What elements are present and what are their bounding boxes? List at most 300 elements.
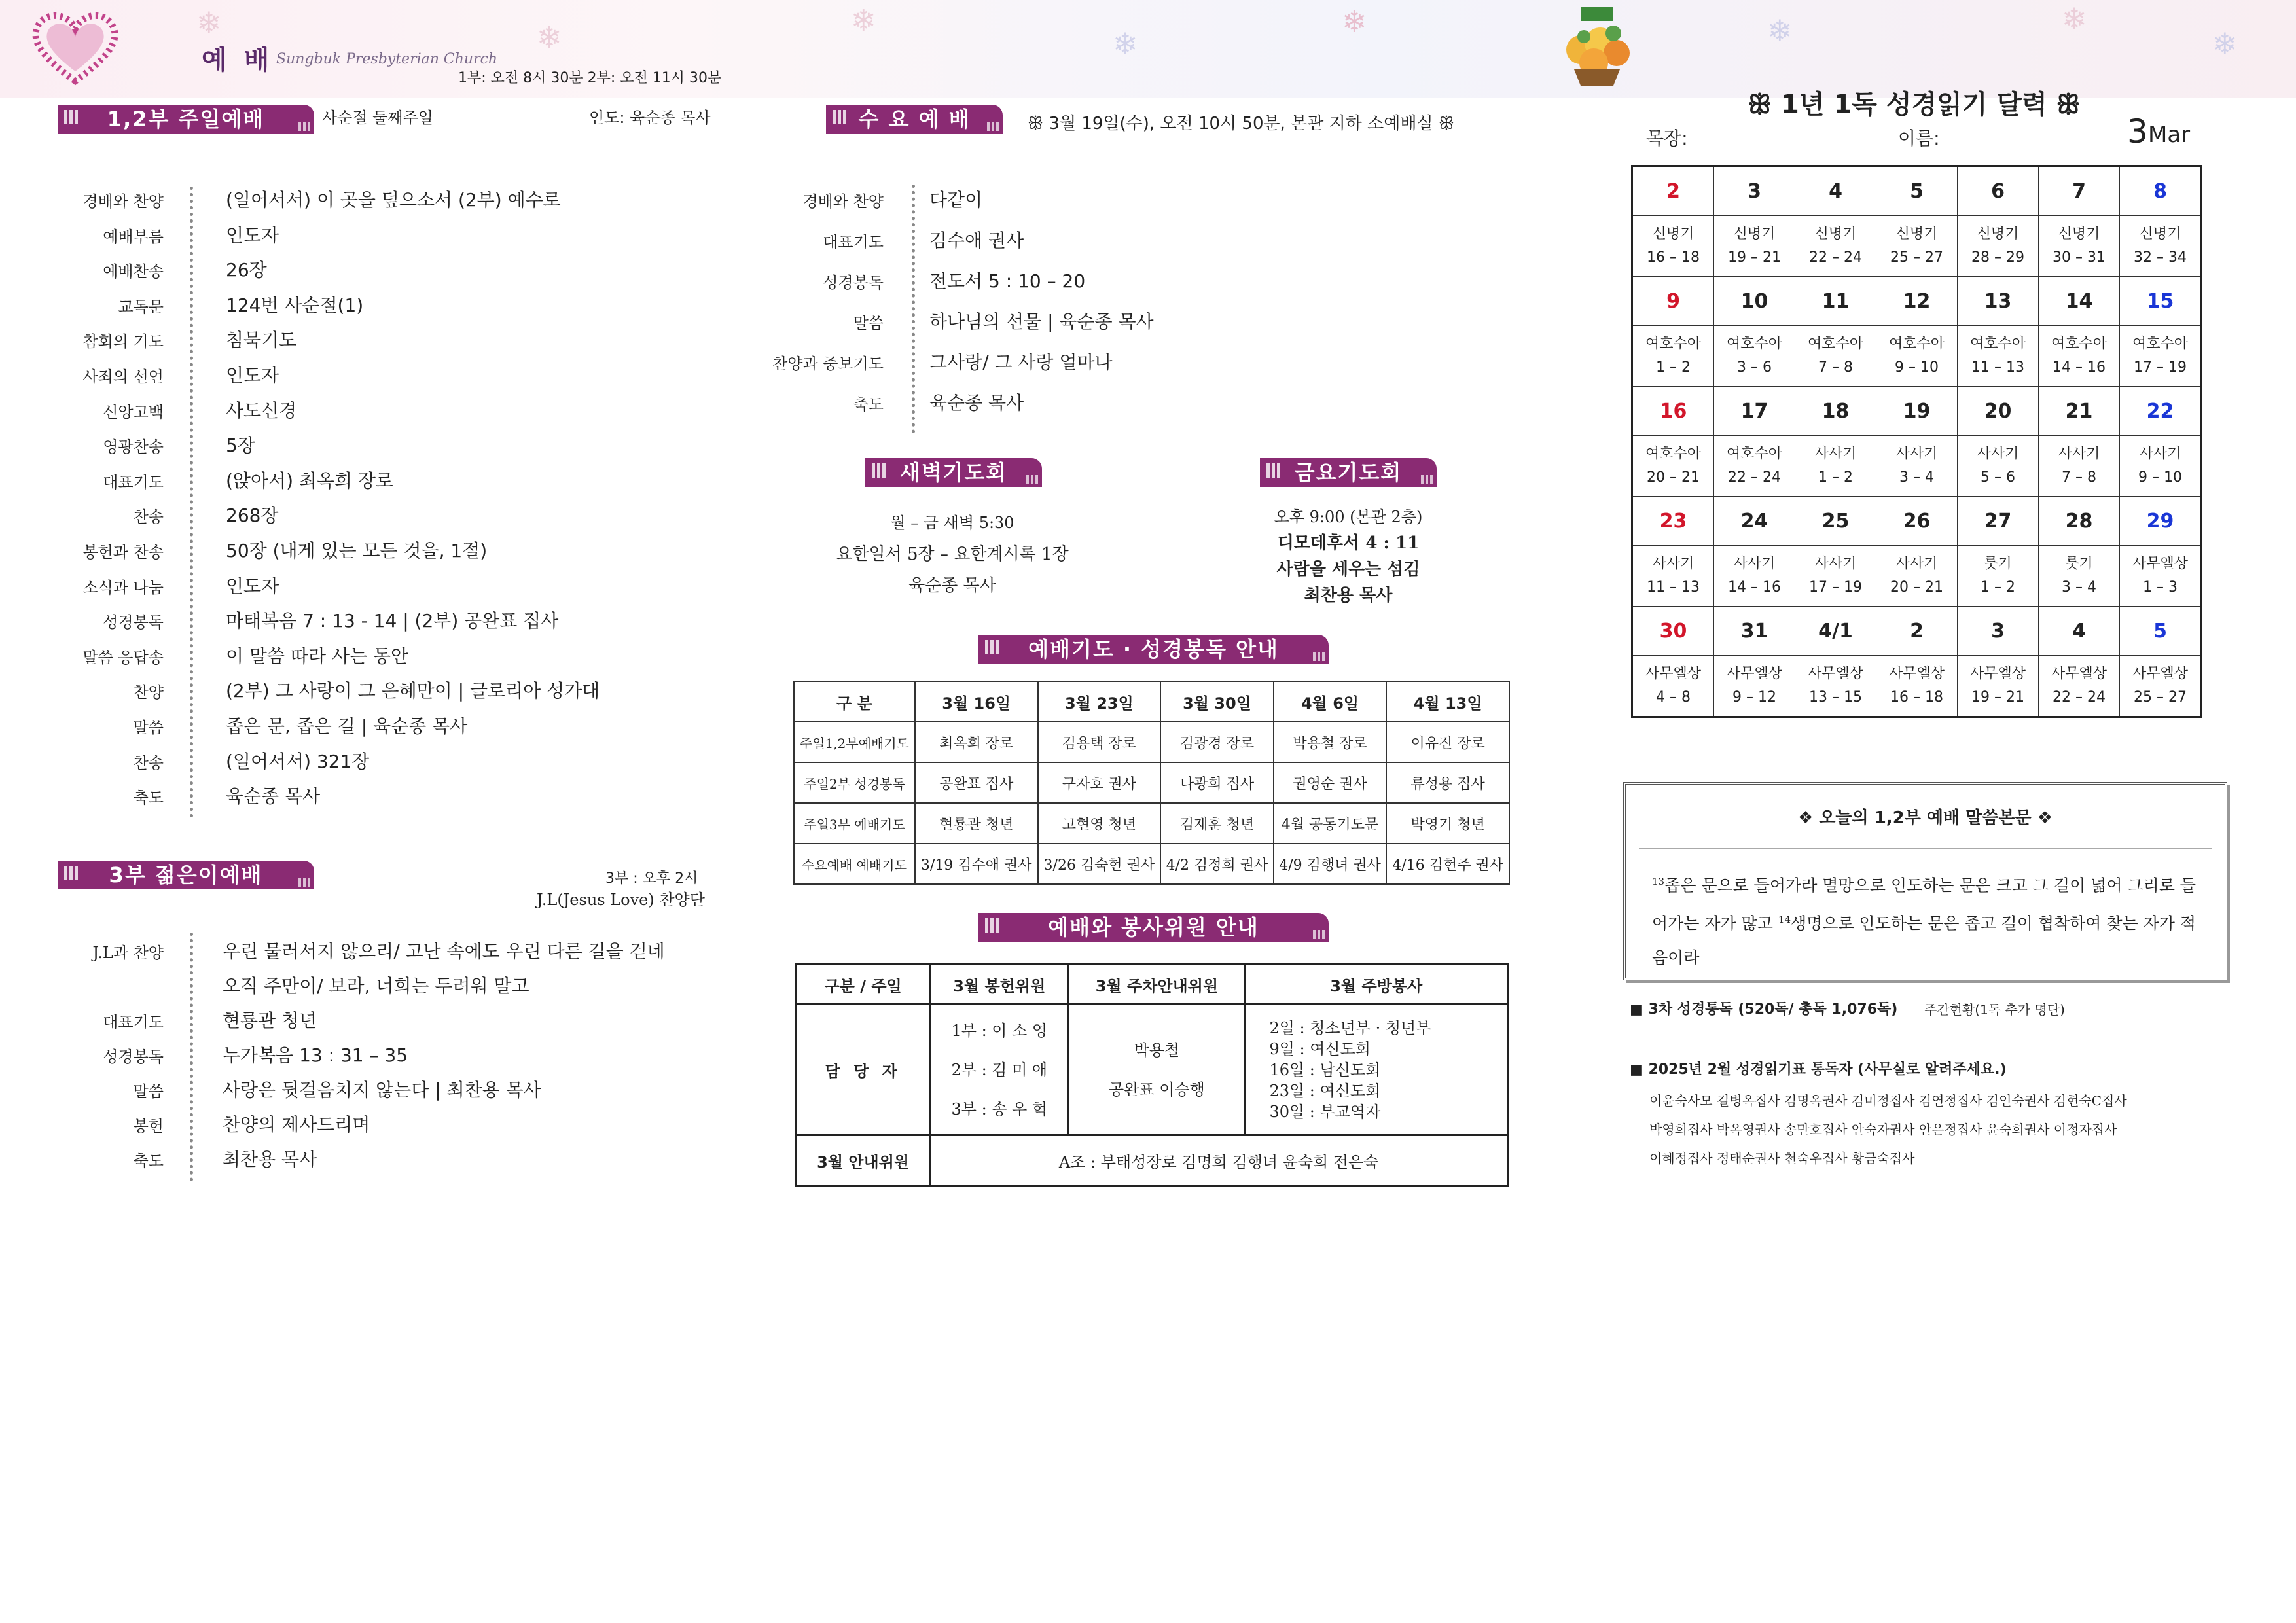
calendar-reading-row — [1632, 216, 2202, 277]
order-label: 대표기도 — [103, 473, 164, 491]
reading-book: 룻기 — [2065, 556, 2093, 572]
order-row — [46, 183, 733, 219]
kitchen-duty: 23일 : 여신도회 — [1269, 1081, 1381, 1100]
order-row — [46, 289, 733, 324]
calendar-day: 19 — [1876, 387, 1958, 436]
calendar-reading — [1714, 656, 1795, 717]
calendar-day: 10 — [1714, 277, 1795, 326]
reading-book: 여호수아 — [1645, 336, 1701, 352]
reading-book: 사무엘상 — [2132, 666, 2188, 682]
order-value: 사도신경 — [226, 399, 297, 421]
order-row — [46, 394, 733, 429]
order-value: (2부) 그 사랑이 그 은혜만이 | 글로리아 성가대 — [226, 680, 600, 702]
reading-book: 사무엘상 — [2132, 556, 2188, 572]
order-label: 축도 — [853, 395, 884, 414]
order-row — [46, 464, 733, 499]
order-label: 경배와 찬양 — [802, 192, 884, 211]
order-label: 축도 — [133, 789, 164, 808]
reading-chapters: 30 – 31 — [2053, 249, 2106, 266]
reading-chapters: 14 – 16 — [2053, 359, 2106, 376]
calendar-reading — [2039, 546, 2120, 607]
calendar-day: 3 — [1958, 607, 2039, 656]
reading-chapters: 14 – 16 — [1728, 579, 1781, 596]
reading-book: 신명기 — [1977, 226, 2019, 242]
calendar-day: 4 — [1795, 166, 1876, 216]
name-label: 이름: — [1898, 128, 1940, 149]
order-value: 전도서 5 : 10 – 20 — [929, 270, 1086, 292]
table-row — [794, 762, 1509, 803]
youth-badge: 3부 젊은이예배 — [58, 861, 314, 889]
calendar-reading-row — [1632, 546, 2202, 607]
reading-book: 신명기 — [1733, 226, 1776, 242]
calendar-reading — [1795, 656, 1876, 717]
verse-box — [1623, 782, 2227, 980]
calendar-day: 7 — [2039, 166, 2120, 216]
table-cell: 박영기 청년 — [1386, 803, 1509, 844]
snowflake-icon: ❄ — [1113, 26, 1138, 62]
reading-chapters: 5 – 6 — [1981, 469, 2015, 486]
table-cell: 4/2 김정희 권사 — [1160, 844, 1274, 884]
reading-calendar — [1631, 165, 2202, 718]
order-label: 영광찬송 — [103, 438, 164, 457]
heart-icon — [26, 9, 124, 88]
reading-chapters: 11 – 13 — [1647, 579, 1700, 596]
order-value: 인도자 — [226, 364, 279, 386]
order-label: 소식과 나눔 — [82, 578, 164, 597]
order-value: 50장 (내게 있는 모든 것을, 1절) — [226, 539, 488, 562]
order-label: 봉헌과 찬송 — [82, 543, 164, 562]
calendar-day: 5 — [2120, 607, 2202, 656]
snowflake-icon: ❄ — [2212, 26, 2238, 62]
order-row — [46, 253, 733, 289]
snowflake-icon: ❄ — [1767, 13, 1793, 48]
calendar-reading — [1876, 326, 1958, 387]
parking-cell — [1069, 1005, 1245, 1135]
reading-book: 사사기 — [1733, 556, 1776, 572]
reading-chapters: 7 – 8 — [1818, 359, 1853, 376]
reading-book: 사무엘상 — [1807, 666, 1863, 682]
calendar-reading — [1632, 216, 1714, 277]
table-cell: 이유진 장로 — [1386, 722, 1509, 762]
order-value: 침묵기도 — [226, 329, 297, 351]
order-row — [46, 499, 733, 534]
reading-book: 여호수아 — [1807, 336, 1863, 352]
order-row — [759, 305, 1479, 346]
order-row — [46, 219, 733, 254]
table-cell: 나광희 집사 — [1160, 762, 1274, 803]
table-row — [794, 844, 1509, 884]
calendar-reading — [2120, 436, 2202, 497]
order-row — [46, 1108, 733, 1143]
reading-chapters: 16 – 18 — [1647, 249, 1700, 266]
friday-info: 오후 9:00 (본관 2층) 디모데후서 4 : 11 사람을 세우는 섬김 최찬용 목사 — [1274, 508, 1423, 605]
calendar-day: 23 — [1632, 497, 1714, 546]
friday-badge: 금요기도회 — [1260, 458, 1437, 487]
reading-book: 사무엘상 — [1969, 666, 2026, 682]
dawn-info: 월 – 금 새벽 5:30 요한일서 5장 – 요한계시록 1장 육순종 목사 — [836, 514, 1069, 596]
reading-chapters: 4 – 8 — [1656, 689, 1691, 705]
table-header: 구 분 — [794, 681, 915, 722]
calendar-day: 28 — [2039, 497, 2120, 546]
parking-person: 공완표 이승행 — [1109, 1080, 1205, 1099]
bullet-icon: ꕥ — [1028, 114, 1049, 134]
order-label: 대표기도 — [103, 1013, 164, 1031]
calendar-day: 24 — [1714, 497, 1795, 546]
order-label: 말씀 — [133, 1082, 164, 1101]
reading-book: 여호수아 — [1969, 336, 2026, 352]
order-value: 누가복음 13 : 31 – 35 — [223, 1044, 408, 1066]
order-row — [46, 359, 733, 394]
verse-text: $^{13}$좁은 문으로 들어가라 멸망으로 인도하는 문은 크고 그 길이 넓어 그리로 들어가는 자가 많고 $^{14}$생명으로 인도하는 문은 좁고 길이 협착하여 찾는 자가 적음이라 — [1652, 876, 2197, 967]
calendar-day: 29 — [2120, 497, 2202, 546]
flower-basket-icon — [1561, 4, 1633, 89]
calendar-day: 5 — [1876, 166, 1958, 216]
table-cell: 3/19 김수애 권사 — [915, 844, 1038, 884]
table-cell: 김용택 장로 — [1038, 722, 1161, 762]
order-label: 찬양과 중보기도 — [772, 355, 884, 373]
verse-title: ❖ 오늘의 1,2부 예배 말씀본문 ❖ — [1797, 808, 2053, 828]
calendar-day: 11 — [1795, 277, 1876, 326]
order-row — [46, 969, 733, 1004]
reading-chapters: 1 – 2 — [1818, 469, 1853, 486]
leader-label: 인도: 육순종 목사 — [589, 109, 711, 127]
calendar-reading — [1714, 546, 1795, 607]
calendar-reading — [2120, 546, 2202, 607]
table-header: 3월 16일 — [915, 681, 1038, 722]
reader-names-line: 이혜정집사 정태순권사 천숙우집사 황금숙집사 — [1649, 1150, 1915, 1166]
table-cell: 김광경 장로 — [1160, 722, 1274, 762]
calendar-reading — [1795, 326, 1876, 387]
reading-chapters: 17 – 19 — [2134, 359, 2187, 376]
order-value: 좁은 문, 좁은 길 | 육순종 목사 — [226, 715, 468, 737]
table-cell: 3/26 김숙현 권사 — [1038, 844, 1161, 884]
reading-chapters: 17 – 19 — [1809, 579, 1862, 596]
table-cell: 4/16 김현주 권사 — [1386, 844, 1509, 884]
order-label: 경배와 찬양 — [82, 192, 164, 211]
service-table-badge: 예배와 봉사위원 안내 — [978, 913, 1329, 942]
reading-chapters: 11 – 13 — [1971, 359, 2024, 376]
reading-chapters: 22 – 24 — [1809, 249, 1862, 266]
calendar-day: 17 — [1714, 387, 1795, 436]
snowflake-icon: ❄ — [2062, 1, 2087, 37]
table-cell: 김재훈 청년 — [1160, 803, 1274, 844]
table-cell: 4/9 김행녀 권사 — [1274, 844, 1387, 884]
reading-book: 신명기 — [1814, 226, 1857, 242]
season-label: 사순절 둘째주일 — [322, 109, 433, 127]
order-row — [46, 935, 733, 969]
order-label: 예배부름 — [103, 227, 164, 246]
church-name: Sungbuk Presbyterian Church — [276, 51, 498, 67]
youth-time: 3부 : 오후 2시 — [605, 870, 698, 887]
table-header: 4월 6일 — [1274, 681, 1387, 722]
guide-value: A조 : 부태성장로 김명희 김행녀 윤숙희 전은숙 — [930, 1135, 1508, 1186]
reading-chapters: 3 – 4 — [1899, 469, 1934, 486]
calendar-day-row — [1632, 497, 2202, 546]
calendar-reading — [2039, 216, 2120, 277]
order-value: 그사랑/ 그 사랑 얼마나 — [929, 351, 1113, 373]
reader-names-line: 박영희집사 박옥영권사 송만호집사 안숙자권사 안은정집사 윤숙희권사 이정자집사 — [1649, 1122, 2117, 1137]
order-row — [46, 709, 733, 745]
order-label: 성경봉독 — [103, 613, 164, 632]
wednesday-badge: 수 요 예 배 — [826, 105, 1003, 134]
order-value: 인도자 — [226, 224, 279, 246]
reading-chapters: 28 – 29 — [1971, 249, 2024, 266]
calendar-day: 18 — [1795, 387, 1876, 436]
order-label: 사죄의 선언 — [82, 367, 164, 386]
month-en: Mar — [2148, 122, 2191, 148]
calendar-reading — [1958, 656, 2039, 717]
order-label: 대표기도 — [823, 233, 884, 251]
calendar-day: 27 — [1958, 497, 2039, 546]
reading-chapters: 1 – 2 — [1981, 579, 2015, 596]
bullet-icon: ꕥ — [2047, 90, 2081, 120]
calendar-reading-row — [1632, 656, 2202, 717]
wednesday-info: ꕥ 3월 19일(수), 오전 10시 50분, 본관 지하 소예배실 ꕥ — [1028, 114, 1455, 134]
reading-book: 신명기 — [1895, 226, 1938, 242]
table-header: 4월 13일 — [1386, 681, 1509, 722]
reading-book: 룻기 — [1984, 556, 2012, 572]
order-row — [46, 779, 733, 815]
order-label: 성경봉독 — [103, 1048, 164, 1066]
order-value: 인도자 — [226, 575, 279, 597]
reading-chapters: 20 – 21 — [1890, 579, 1943, 596]
reading-book: 사무엘상 — [2051, 666, 2107, 682]
order-value: 마태복음 7 : 13 - 14 | (2부) 공완표 집사 — [226, 610, 559, 632]
table-cell: 구자호 권사 — [1038, 762, 1161, 803]
order-value: 이 말씀 따라 사는 동안 — [226, 645, 409, 667]
order-value: 268장 — [226, 505, 279, 527]
order-value: 오직 주만이/ 보라, 너희는 두려워 말고 — [223, 975, 529, 997]
calendar-day: 22 — [2120, 387, 2202, 436]
reading-count-sub: 주간현황(1독 추가 명단) — [1924, 1002, 2065, 1018]
table-cell: 박용철 장로 — [1274, 722, 1387, 762]
table-cell: 수요예배 예배기도 — [794, 844, 915, 884]
order-label: 봉헌 — [133, 1117, 164, 1135]
table-cell: 현룡관 청년 — [915, 803, 1038, 844]
order-label: J.L과 찬양 — [92, 944, 164, 962]
calendar-reading — [1958, 326, 2039, 387]
reading-book: 사무엘상 — [1726, 666, 1782, 682]
order-row — [46, 639, 733, 675]
reading-book: 사사기 — [1814, 446, 1857, 462]
calendar-reading — [1632, 546, 1714, 607]
order-row — [46, 1039, 733, 1073]
parking-person: 박용철 — [1134, 1041, 1180, 1060]
volunteer-table — [795, 963, 1509, 1187]
calendar-day: 25 — [1795, 497, 1876, 546]
reading-chapters: 19 – 21 — [1971, 689, 2024, 705]
order-label: 신앙고백 — [103, 402, 164, 421]
order-value: 최찬용 목사 — [223, 1149, 317, 1170]
order-label: 성경봉독 — [823, 274, 884, 292]
table-header: 구분 / 주일 — [797, 965, 930, 1005]
order-row — [759, 346, 1479, 386]
table-cell: 류성용 집사 — [1386, 762, 1509, 803]
reading-book: 신명기 — [2139, 226, 2181, 242]
bullet-icon: ꕥ — [1433, 114, 1455, 134]
guide-label: 3월 안내위원 — [797, 1135, 930, 1186]
cell-group-label: 목장: — [1646, 128, 1688, 149]
order-value: (일어서서) 이 곳을 덮으소서 (2부) 예수로 — [226, 189, 561, 211]
table-cell: 4월 공동기도문 — [1274, 803, 1387, 844]
order-value: (일어서서) 321장 — [226, 750, 370, 772]
kitchen-duty: 2일 : 청소년부 · 청년부 — [1269, 1018, 1431, 1037]
order-label: 찬송 — [133, 508, 164, 527]
calendar-day: 12 — [1876, 277, 1958, 326]
calendar-reading — [2120, 326, 2202, 387]
order-label: 교독문 — [118, 297, 164, 316]
kitchen-duty: 30일 : 부교역자 — [1269, 1102, 1381, 1121]
page-title: 예 배 — [202, 45, 274, 75]
reading-book: 사무엘상 — [1645, 666, 1701, 682]
snowflake-icon: ❄ — [851, 3, 876, 38]
reading-book: 사사기 — [1895, 556, 1938, 572]
calendar-day: 20 — [1958, 387, 2039, 436]
reading-book: 사사기 — [1652, 556, 1695, 572]
calendar-day: 4/1 — [1795, 607, 1876, 656]
calendar-reading — [1632, 656, 1714, 717]
dawn-badge: 새벽기도회 — [865, 458, 1042, 487]
calendar-day: 15 — [2120, 277, 2202, 326]
order-value: 다같이 — [929, 189, 983, 211]
calendar-reading — [2039, 656, 2120, 717]
kitchen-cell — [1245, 1005, 1508, 1135]
order-row — [46, 534, 733, 569]
calendar-day: 3 — [1714, 166, 1795, 216]
reading-chapters: 25 – 27 — [2134, 689, 2187, 705]
calendar-day: 6 — [1958, 166, 2039, 216]
reading-book: 사무엘상 — [1888, 666, 1945, 682]
reading-book: 신명기 — [2058, 226, 2100, 242]
reading-book: 사사기 — [2058, 446, 2100, 462]
order-label: 참회의 기도 — [82, 332, 164, 351]
calendar-title: ꕥ 1년 1독 성경읽기 달력 ꕥ — [1748, 90, 2081, 120]
order-value: 육순종 목사 — [929, 392, 1024, 414]
calendar-reading — [1795, 436, 1876, 497]
readers-note: ■ 2025년 2월 성경읽기표 통독자 (사무실로 알려주세요.) — [1630, 1061, 2007, 1078]
order-value: 하나님의 선물 | 육순종 목사 — [929, 311, 1154, 332]
wednesday-order-list — [759, 183, 1479, 427]
reading-chapters: 3 – 6 — [1737, 359, 1772, 376]
reading-book: 사사기 — [2139, 446, 2181, 462]
calendar-reading — [1795, 546, 1876, 607]
calendar-day: 2 — [1632, 166, 1714, 216]
calendar-day: 9 — [1632, 277, 1714, 326]
calendar-reading — [2039, 436, 2120, 497]
reading-count-note: ■ 3차 성경통독 (520독/ 총독 1,076독) — [1630, 1001, 1898, 1018]
calendar-day-row — [1632, 387, 2202, 436]
calendar-day: 21 — [2039, 387, 2120, 436]
prayer-table-badge: 예배기도 · 성경봉독 안내 — [978, 635, 1329, 664]
order-value: 우린 물러서지 않으리/ 고난 속에도 우린 다른 길을 걷네 — [223, 940, 665, 962]
sunday-order-list — [46, 183, 733, 815]
table-cell: 고현영 청년 — [1038, 803, 1161, 844]
snowflake-icon: ❄ — [1342, 4, 1367, 39]
reading-chapters: 9 – 12 — [1732, 689, 1776, 705]
calendar-reading — [1795, 216, 1876, 277]
order-label: 찬양 — [133, 683, 164, 702]
offering-person: 1부 : 이 소 영 — [951, 1021, 1048, 1040]
reading-book: 여호수아 — [1726, 446, 1782, 462]
calendar-day: 16 — [1632, 387, 1714, 436]
calendar-reading — [1958, 216, 2039, 277]
table-cell: 주일3부 예배기도 — [794, 803, 915, 844]
calendar-day: 31 — [1714, 607, 1795, 656]
snowflake-icon: ❄ — [196, 5, 222, 41]
reading-book: 여호수아 — [1726, 336, 1782, 352]
order-row — [46, 569, 733, 605]
table-header: 3월 23일 — [1038, 681, 1161, 722]
snowflake-icon: ❄ — [537, 20, 562, 55]
order-value: 26장 — [226, 259, 267, 281]
order-row — [46, 323, 733, 359]
bullet-icon: ꕥ — [1748, 90, 1782, 120]
calendar-day: 4 — [2039, 607, 2120, 656]
order-row — [46, 1004, 733, 1039]
calendar-day: 2 — [1876, 607, 1958, 656]
prayer-schedule-table — [793, 681, 1510, 885]
calendar-reading — [2120, 216, 2202, 277]
offering-person: 3부 : 송 우 혁 — [951, 1099, 1048, 1118]
sunday-badge: 1,2부 주일예배 — [58, 105, 314, 134]
kitchen-duty: 9일 : 여신도회 — [1269, 1039, 1371, 1058]
order-row — [46, 745, 733, 780]
reading-chapters: 13 – 15 — [1809, 689, 1862, 705]
table-cell: 주일1,2부예배기도 — [794, 722, 915, 762]
reading-chapters: 22 – 24 — [1728, 469, 1781, 486]
reading-chapters: 19 – 21 — [1728, 249, 1781, 266]
order-row — [46, 674, 733, 709]
reading-chapters: 1 – 2 — [1656, 359, 1691, 376]
calendar-day-row — [1632, 166, 2202, 216]
order-value: 찬양의 제사드리며 — [223, 1114, 370, 1135]
kitchen-duty: 16일 : 남신도회 — [1269, 1060, 1381, 1079]
offering-person: 2부 : 김 미 애 — [951, 1060, 1048, 1079]
reading-book: 여호수아 — [1888, 336, 1945, 352]
order-row — [46, 1143, 733, 1177]
order-value: 124번 사순절(1) — [226, 294, 364, 316]
offering-cell — [930, 1005, 1069, 1135]
order-value: 육순종 목사 — [226, 785, 321, 808]
calendar-day: 8 — [2120, 166, 2202, 216]
calendar-reading — [1876, 656, 1958, 717]
reader-names-line: 이윤숙사모 길병옥집사 김명옥권사 김미정집사 김연정집사 김인숙권사 김현숙C집사 — [1649, 1093, 2127, 1109]
table-header: 3월 주방봉사 — [1245, 965, 1508, 1005]
order-row — [46, 1073, 733, 1108]
calendar-day: 30 — [1632, 607, 1714, 656]
order-value: 김수애 권사 — [929, 230, 1024, 251]
row-label: 담 당 자 — [797, 1005, 930, 1135]
calendar-reading — [1714, 436, 1795, 497]
service-times: 1부: 오전 8시 30분 2부: 오전 11시 30분 — [458, 70, 722, 86]
calendar-reading — [1876, 436, 1958, 497]
order-value: 사랑은 뒷걸음치지 않는다 | 최찬용 목사 — [223, 1079, 541, 1101]
calendar-reading-row — [1632, 326, 2202, 387]
reading-chapters: 9 – 10 — [2138, 469, 2182, 486]
reading-chapters: 9 – 10 — [1895, 359, 1939, 376]
calendar-reading — [1876, 546, 1958, 607]
calendar-reading — [1632, 436, 1714, 497]
order-label: 축도 — [133, 1152, 164, 1170]
order-row — [46, 429, 733, 464]
calendar-day: 14 — [2039, 277, 2120, 326]
reading-chapters: 3 – 4 — [2062, 579, 2096, 596]
youth-order-list — [46, 935, 733, 1177]
reading-book: 사사기 — [1977, 446, 2019, 462]
order-label: 말씀 — [133, 718, 164, 737]
calendar-day-row — [1632, 277, 2202, 326]
table-header: 3월 30일 — [1160, 681, 1274, 722]
